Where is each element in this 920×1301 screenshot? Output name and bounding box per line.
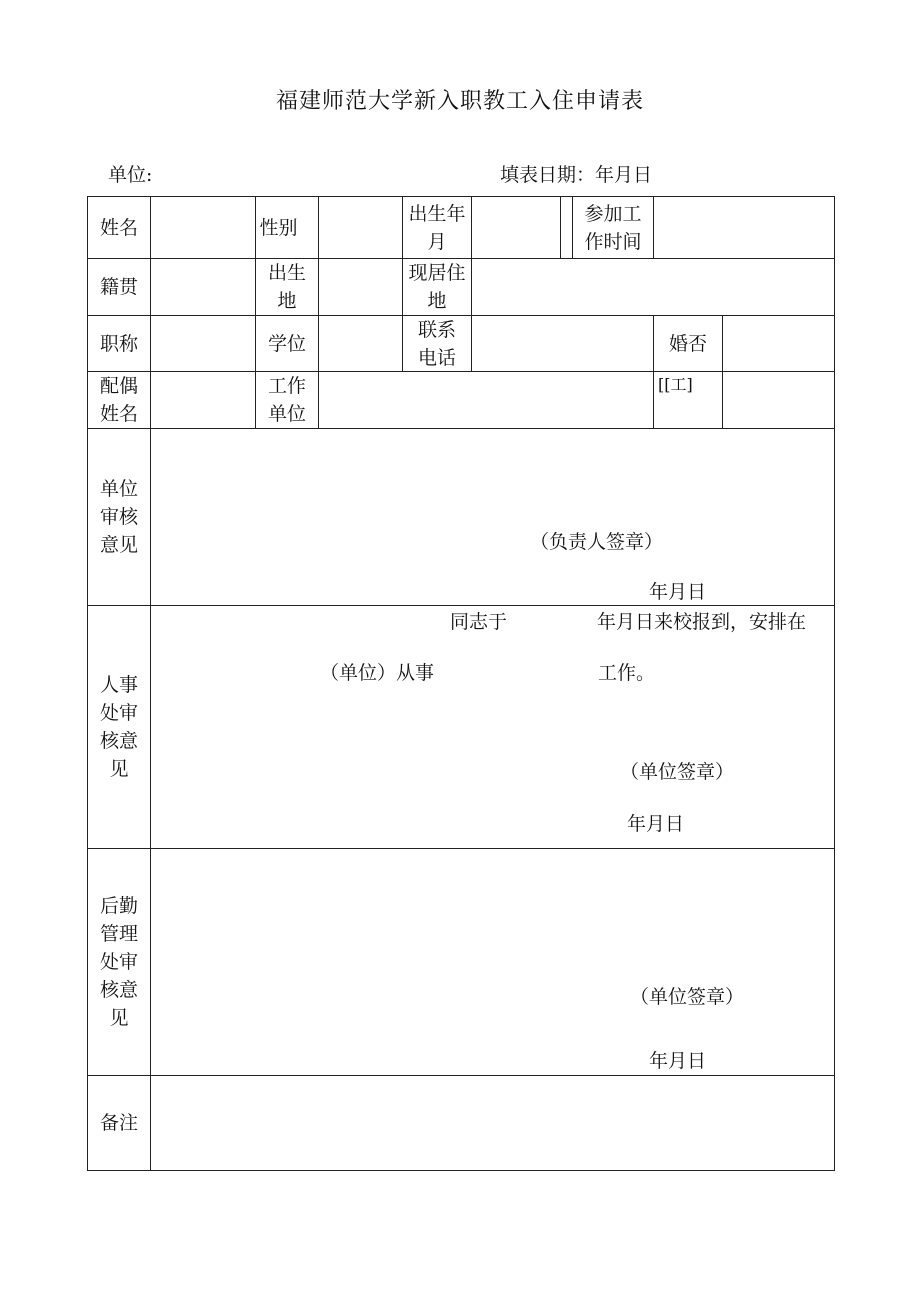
- hr-review-line2-b: 工作。: [598, 662, 656, 684]
- birthplace-label: 出生 地: [267, 262, 306, 312]
- fill-date-label: 填表日期：年月日: [500, 164, 653, 186]
- marital-label: 婚否: [668, 332, 707, 355]
- page-title: 福建师范大学新入职教工入住申请表: [275, 89, 644, 114]
- spouse-name-label: 配偶 姓名: [99, 375, 138, 425]
- table-border-right: [834, 196, 835, 1171]
- column-divider: [560, 196, 561, 258]
- row-divider: [87, 1075, 835, 1076]
- logistics-review-date: 年月日: [649, 1050, 707, 1072]
- row-divider: [87, 428, 835, 429]
- row-divider: [87, 848, 835, 849]
- column-divider: [653, 196, 654, 258]
- logistics-review-label: 后勤 管理 处审 核意 见: [99, 895, 138, 1029]
- unit-review-date: 年月日: [649, 581, 707, 603]
- native-place-label: 籍贯: [99, 276, 138, 298]
- name-label: 姓名: [99, 216, 138, 239]
- row-divider: [87, 605, 835, 606]
- stray-mark: [[工]: [658, 375, 693, 394]
- unit-label: 单位:: [108, 164, 153, 186]
- hr-review-line2-a: （单位）从事: [320, 662, 435, 684]
- hr-review-sign: （单位签章）: [620, 761, 735, 783]
- logistics-review-sign: （单位签章）: [630, 986, 745, 1008]
- table-border-bottom: [87, 1170, 835, 1171]
- column-divider: [471, 196, 472, 371]
- remarks-label: 备注: [99, 1112, 138, 1134]
- hr-review-date: 年月日: [627, 813, 685, 835]
- column-divider: [722, 315, 723, 428]
- title-label: 职称: [99, 332, 138, 355]
- hr-review-label: 人事 处审 核意 见: [99, 674, 138, 780]
- residence-label: 现居住 地: [408, 262, 466, 312]
- birth-date-label: 出生年 月: [408, 202, 466, 253]
- work-start-label: 参加工 作时间: [584, 202, 642, 253]
- unit-review-sign: （负责人签章）: [530, 531, 664, 553]
- work-unit-label: 工作 单位: [267, 375, 306, 425]
- gender-label: 性别: [259, 216, 298, 239]
- column-divider: [318, 196, 319, 428]
- degree-label: 学位: [267, 332, 306, 355]
- hr-review-line1-a: 同志于: [450, 611, 508, 633]
- phone-label: 联系 电话: [417, 318, 456, 369]
- unit-review-label: 单位 审核 意见: [99, 478, 138, 556]
- column-divider: [150, 196, 151, 1171]
- hr-review-line1-b: 年月日来校报到，安排在: [597, 611, 807, 633]
